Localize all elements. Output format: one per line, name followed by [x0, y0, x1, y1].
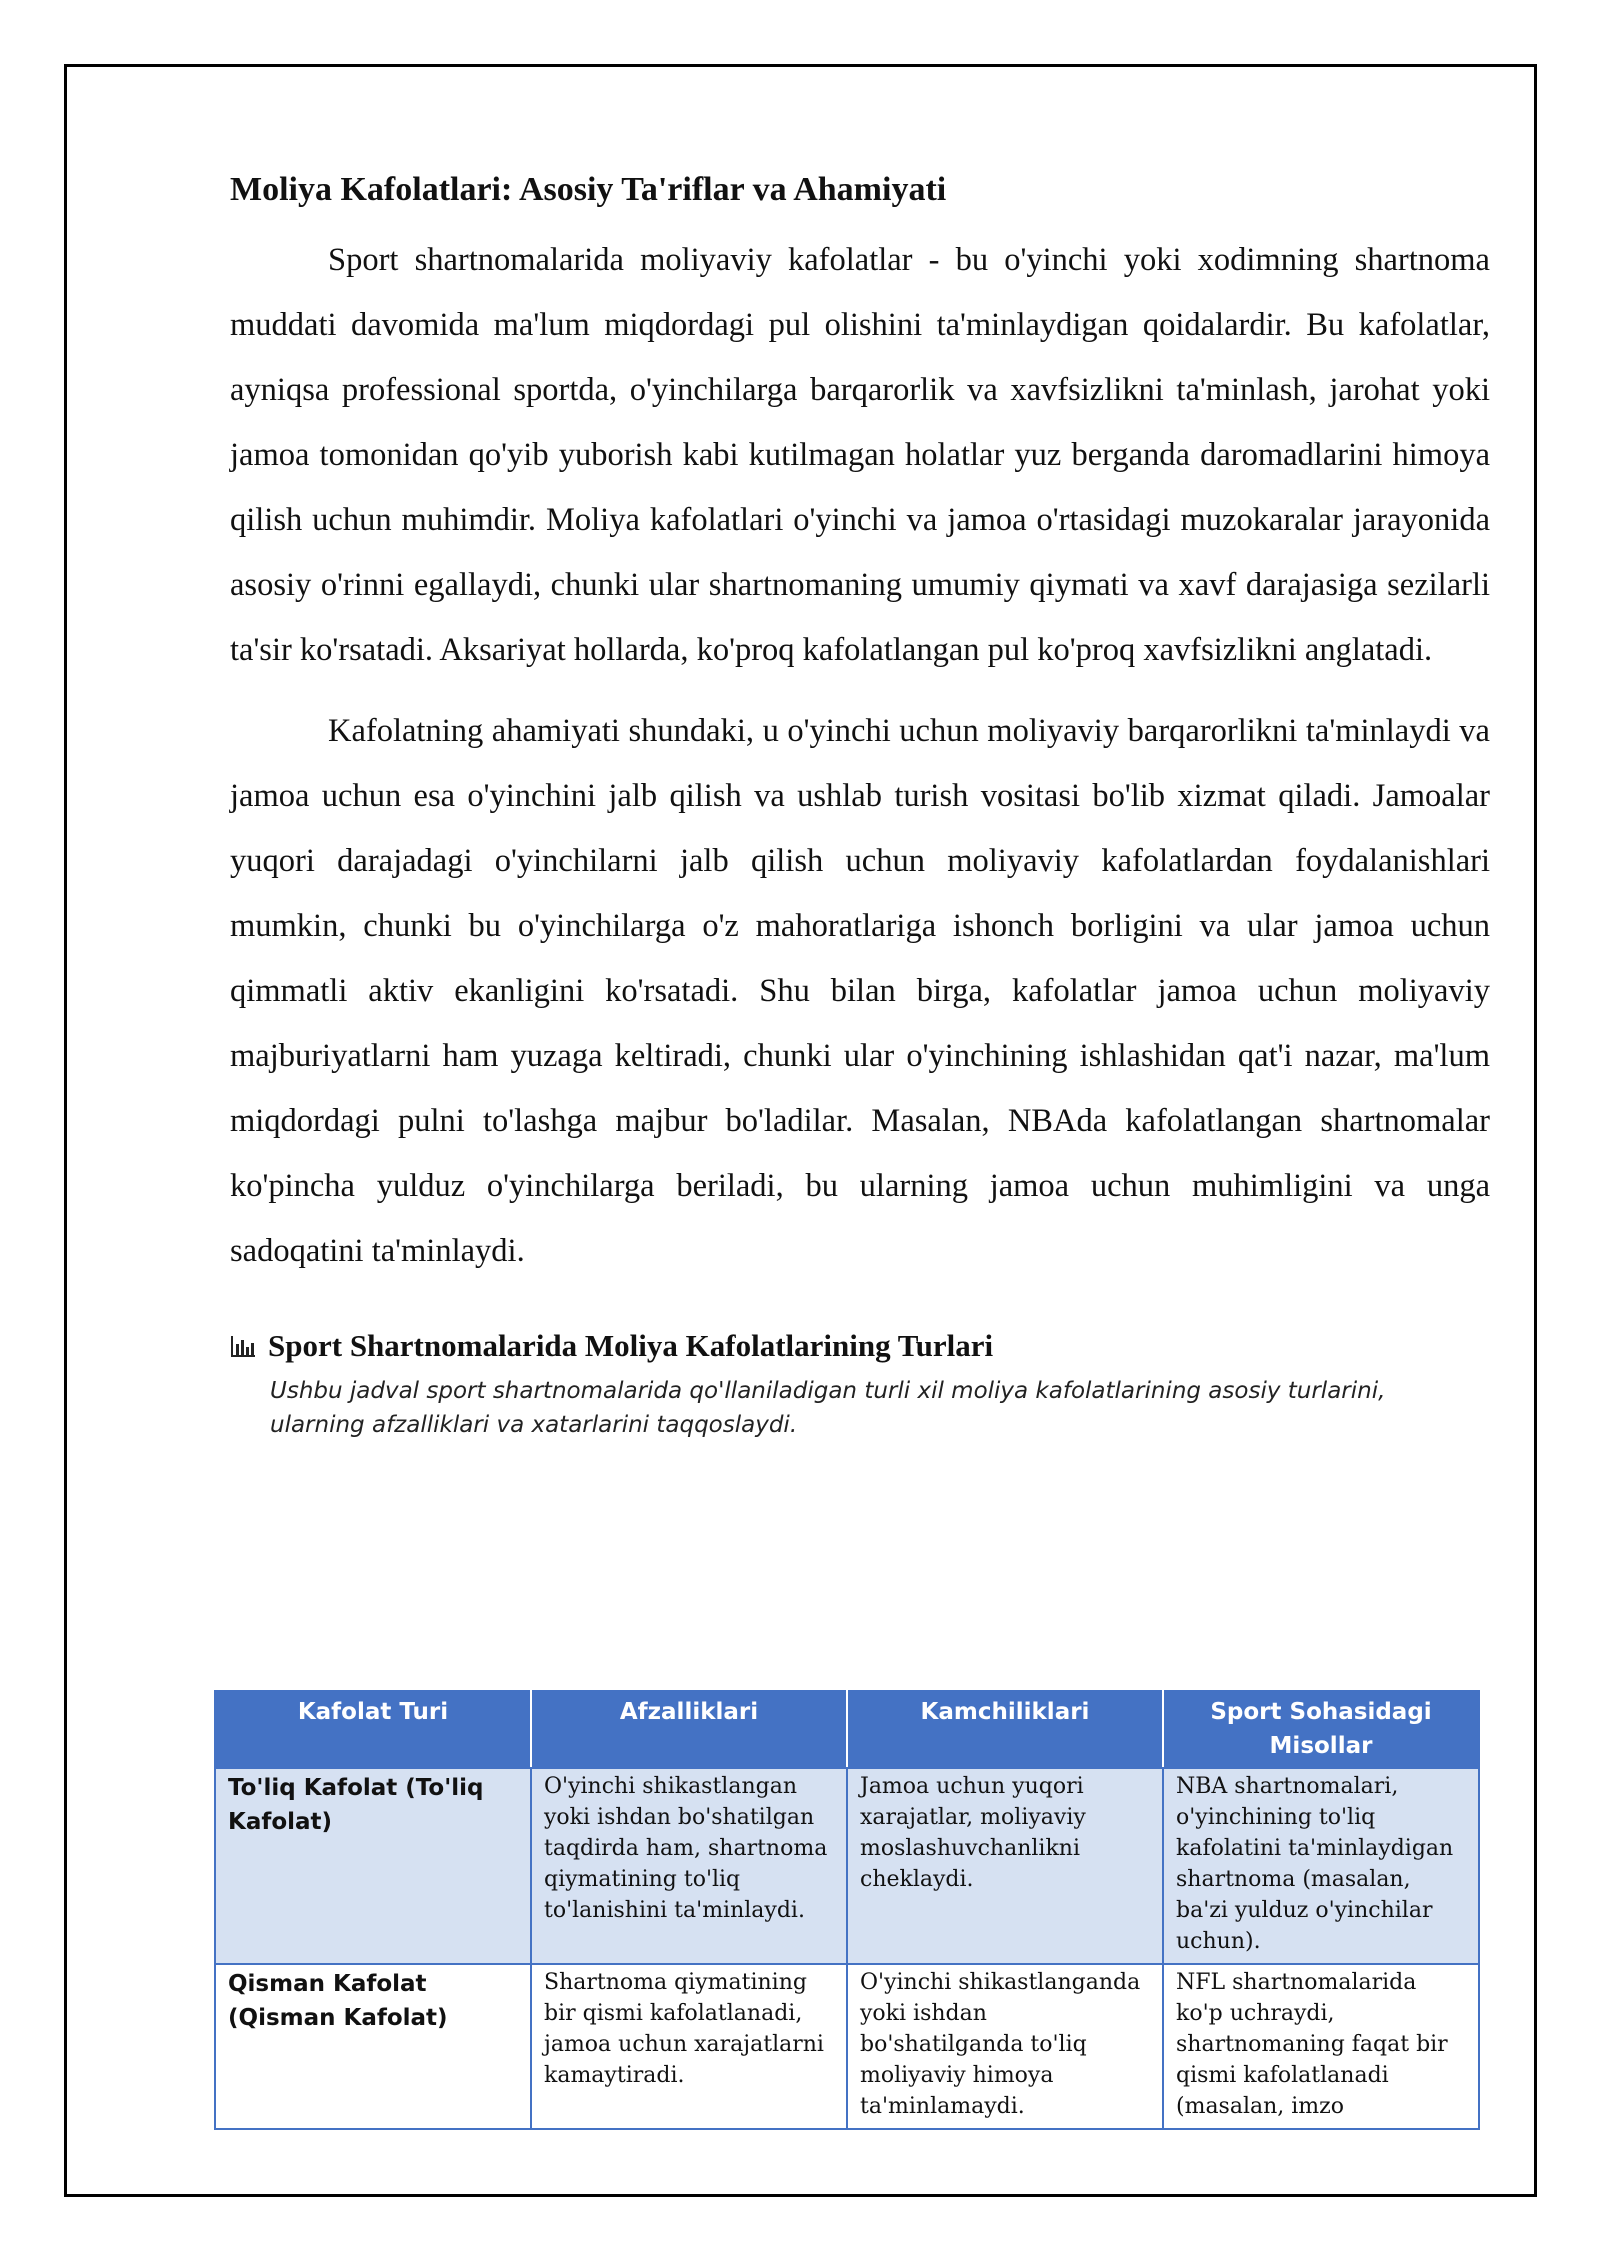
- document-body: [230, 170, 1490, 1442]
- table-cell: Qisman Kafolat (Qisman Kafolat): [215, 1964, 531, 2129]
- paragraph-1: Sport shartnomalarida moliyaviy kafolatlar - bu o'yinchi yoki xodimning shartnoma muddati davomida ma'lum miqdordagi pul olishini ta'minlaydigan qoidalardir. Bu kafolatlar, ayniqsa professional sportda, o'yinchilarga barqarorlik va xavfsizlikni ta'minlash, jarohat yoki jamoa tomonidan qo'yib yuborish kabi kutilmagan holatlar yuz berganda daromadlarini himoya qilish uchun muhimdir. Moliya kafolatlari o'yinchi va jamoa o'rtasidagi muzokaralar jarayonida asosiy o'rinni egallaydi, chunki ular shartnomaning umumiy qiymati va xavf darajasiga sezilarli ta'sir ko'rsatadi. Aksariyat hollarda, ko'proq kafolatlangan pul ko'proq xavfsizlikni anglatadi.: [230, 242, 1490, 668]
- column-header: Kafolat Turi: [215, 1691, 531, 1768]
- column-header: Afzalliklari: [531, 1691, 847, 1768]
- table-cell: Shartnoma qiymatining bir qismi kafolatlanadi, jamoa uchun xarajatlarni kamaytiradi.: [531, 1964, 847, 2129]
- paragraph-2: Kafolatning ahamiyati shundaki, u o'yinchi uchun moliyaviy barqarorlikni ta'minlaydi va jamoa uchun esa o'yinchini jalb qilish va ushlab turish vositasi bo'lib xizmat qiladi. Jamoalar yuqori darajadagi o'yinchilarni jalb qilish uchun moliyaviy kafolatlardan foydalanishlari mumkin, chunki bu o'yinchilarga o'z mahoratlariga ishonch borligini va ular jamoa uchun qimmatli aktiv ekanligini ko'rsatadi. Shu bilan birga, kafolatlar jamoa uchun moliyaviy majburiyatlarni ham yuzaga keltiradi, chunki ular o'yinchining ishlashidan qat'i nazar, ma'lum miqdordagi pulni to'lashga majbur bo'ladilar. Masalan, NBAda kafolatlangan shartnomalar ko'pincha yulduz o'yinchilarga beriladi, bu ularning jamoa uchun muhimligini va unga sadoqatini ta'minlaydi.: [230, 713, 1490, 1269]
- column-header: Kamchiliklari: [847, 1691, 1163, 1768]
- section-heading: [230, 1326, 1490, 1366]
- table-cell: NBA shartnomalari, o'yinchining to'liq kafolatini ta'minlaydigan shartnoma (masalan, ba'zi yulduz o'yinchilar uchun).: [1163, 1768, 1479, 1964]
- table-cell: Jamoa uchun yuqori xarajatlar, moliyaviy moslashuvchanlikni cheklaydi.: [847, 1768, 1163, 1964]
- table-header-row: [215, 1691, 1479, 1768]
- guarantee-types-table: [214, 1690, 1480, 2130]
- table-caption: Ushbu jadval sport shartnomalarida qo'llaniladigan turli xil moliya kafolatlarining asosiy turlarini, ularning afzalliklari va xatarlarini taqqoslaydi.: [270, 1378, 1386, 1438]
- document-title: Moliya Kafolatlari: Asosiy Ta'riflar va Ahamiyati: [230, 171, 947, 208]
- table-cell: NFL shartnomalarida ko'p uchraydi, shartnomaning faqat bir qismi kafolatlanadi (masalan, imzo: [1163, 1964, 1479, 2129]
- section-heading-text: Sport Shartnomalarida Moliya Kafolatlarining Turlari: [268, 1328, 994, 1363]
- table-cell: O'yinchi shikastlanganda yoki ishdan bo'shatilganda to'liq moliyaviy himoya ta'minlamaydi.: [847, 1964, 1163, 2129]
- table-cell: O'yinchi shikastlangan yoki ishdan bo'shatilgan taqdirda ham, shartnoma qiymatining to'liq to'lanishini ta'minlaydi.: [531, 1768, 847, 1964]
- column-header: Sport Sohasidagi Misollar: [1163, 1691, 1479, 1768]
- table-row: [215, 1768, 1479, 1964]
- table-cell: To'liq Kafolat (To'liq Kafolat): [215, 1768, 531, 1964]
- table-row: [215, 1964, 1479, 2129]
- bar-chart-icon: [230, 1334, 256, 1358]
